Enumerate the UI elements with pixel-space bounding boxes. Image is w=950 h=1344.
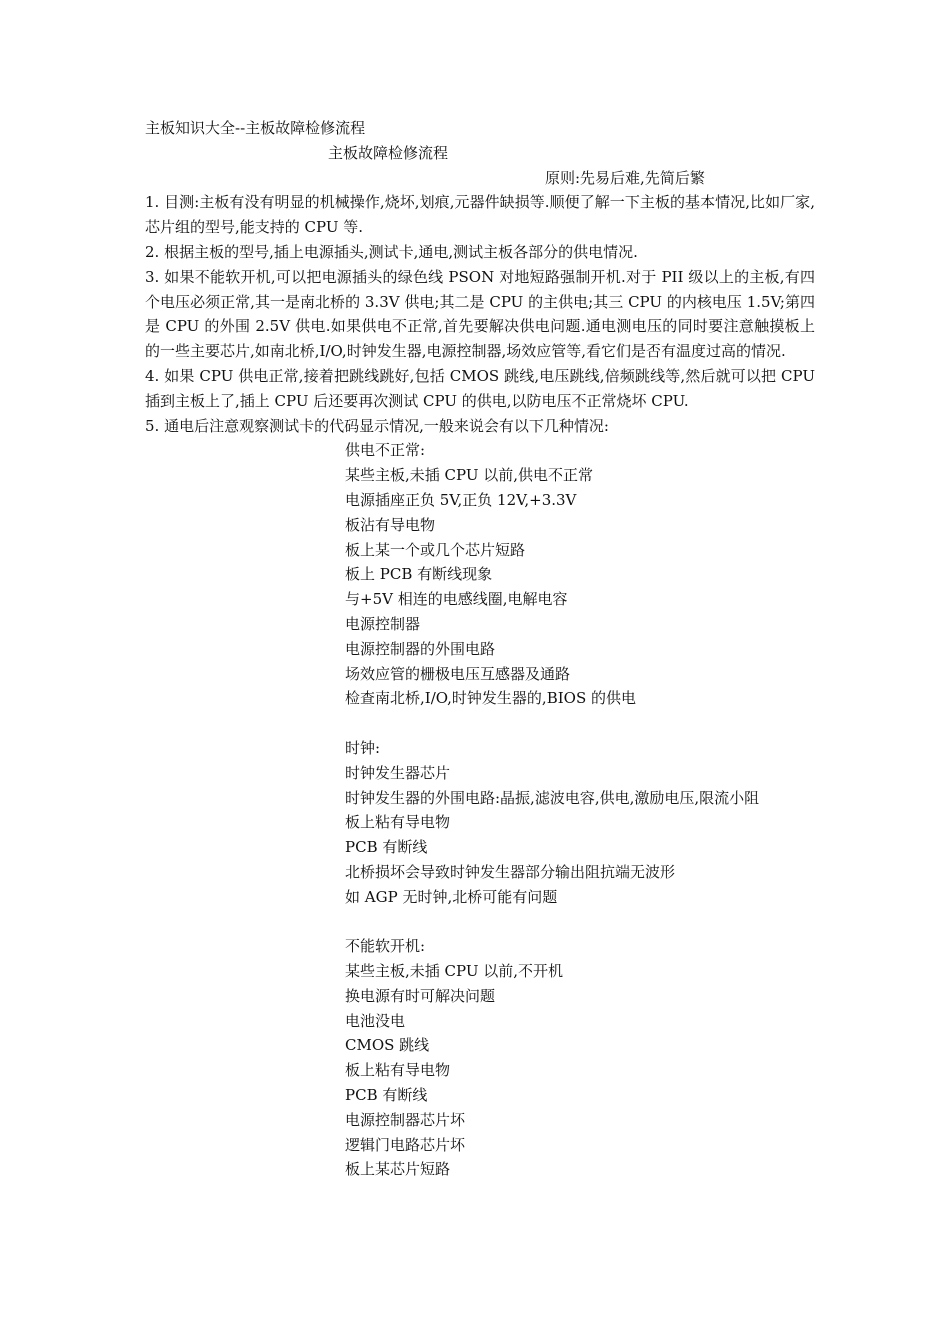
list-item: 时钟发生器的外围电路:晶振,滤波电容,供电,激励电压,限流小阻: [345, 788, 760, 807]
list-item: 板上粘有导电物: [345, 1061, 451, 1080]
list-item: 电源控制器芯片坏: [345, 1110, 466, 1129]
boot-section-title: 不能软开机:: [345, 937, 426, 956]
list-item: PCB 有断线: [345, 1086, 428, 1105]
power-section: [145, 438, 815, 711]
list-item: 与+5V 相连的电感线圈,电解电容: [345, 590, 568, 609]
document-body: [145, 116, 815, 1182]
list-item: PCB 有断线: [345, 838, 428, 857]
blank-line: [145, 711, 815, 736]
clock-section: [145, 736, 815, 910]
list-item: 板上某一个或几个芯片短路: [345, 540, 526, 559]
list-item: 检查南北桥,I/O,时钟发生器的,BIOS 的供电: [345, 689, 636, 708]
principle-line: 原则:先易后难,先简后繁: [545, 168, 705, 187]
document-heading: 主板知识大全--主板故障检修流程: [145, 119, 366, 137]
list-item: 时钟发生器芯片: [345, 763, 451, 782]
power-section-title: 供电不正常:: [345, 441, 426, 460]
list-item: 某些主板,未插 CPU 以前,不开机: [345, 962, 564, 981]
clock-section-title: 时钟:: [345, 738, 381, 757]
list-item: 电源插座正负 5V,正负 12V,+3.3V: [345, 490, 577, 509]
list-item: 电池没电: [345, 1011, 406, 1030]
list-item: 某些主板,未插 CPU 以前,供电不正常: [345, 466, 594, 485]
step-2: 2. 根据主板的型号,插上电源插头,测试卡,通电,测试主板各部分的供电情况.: [145, 242, 638, 261]
step-1: 1. 目测:主板有没有明显的机械操作,烧坏,划痕,元器件缺损等.顺便了解一下主板的基本情况,比如厂家,芯片组的型号,能支持的 CPU 等.: [145, 193, 815, 237]
step-4: 4. 如果 CPU 供电正常,接着把跳线跳好,包括 CMOS 跳线,电压跳线,倍频跳线等,然后就可以把 CPU 插到主板上了,插上 CPU 后还要再次测试 CPU 的供电,以防电压不正常烧坏 CPU.: [145, 366, 815, 410]
document-subheading: 主板故障检修流程: [328, 143, 449, 162]
boot-section: [145, 934, 815, 1182]
list-item: 北桥损坏会导致时钟发生器部分输出阻抗端无波形: [345, 862, 676, 881]
list-item: 场效应管的栅极电压互感器及通路: [345, 664, 571, 683]
list-item: 如 AGP 无时钟,北桥可能有问题: [345, 887, 558, 906]
list-item: CMOS 跳线: [345, 1036, 430, 1055]
list-item: 电源控制器的外围电路: [345, 639, 496, 658]
list-item: 板上粘有导电物: [345, 813, 451, 832]
blank-line: [145, 910, 815, 935]
step-5: 5. 通电后注意观察测试卡的代码显示情况,一般来说会有以下几种情况:: [145, 416, 609, 435]
step-3: 3. 如果不能软开机,可以把电源插头的绿色线 PSON 对地短路强制开机.对于 PII 级以上的主板,有四个电压必须正常,其一是南北桥的 3.3V 供电;其二是 CPU 的主供电;其三 CPU 的内核电压 1.5V;第四是 CPU 的外围 2.5V 供电.如果供电不正常,首先要解决供电问题.通电测电压的同时要注意触摸板上的一些主要芯片,如南北桥,I/O,时钟发生器,电源控制器,场效应管等,看它们是否有温度过高的情况.: [145, 267, 815, 361]
list-item: 换电源有时可解决问题: [345, 986, 496, 1005]
list-item: 板上 PCB 有断线现象: [345, 565, 493, 584]
list-item: 逻辑门电路芯片坏: [345, 1135, 466, 1154]
list-item: 板上某芯片短路: [345, 1160, 451, 1179]
list-item: 电源控制器: [345, 614, 421, 633]
list-item: 板沾有导电物: [345, 515, 436, 534]
